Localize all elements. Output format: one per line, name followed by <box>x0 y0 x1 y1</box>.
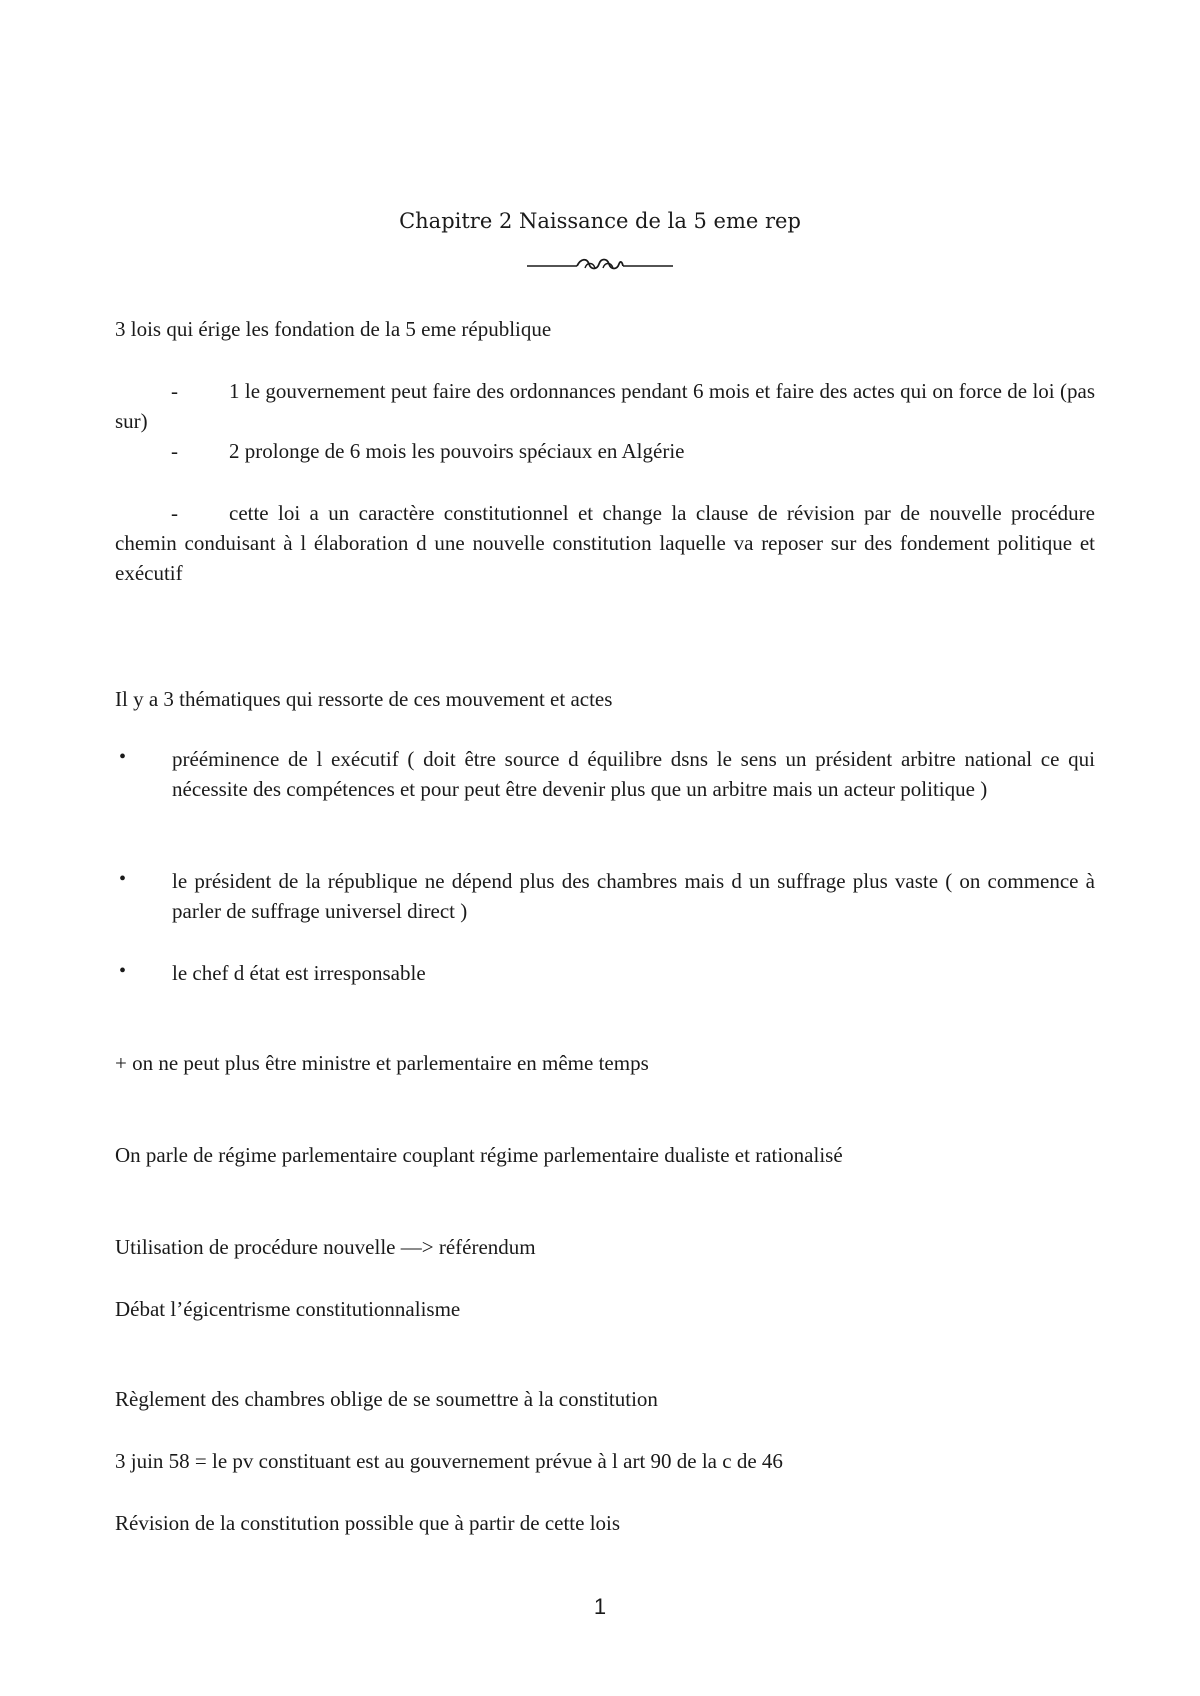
paragraph: 3 juin 58 = le pv constituant est au gouvernement prévue à l art 90 de la c de 46 <box>115 1449 783 1473</box>
theme-item <box>115 958 1095 988</box>
title-ornament <box>525 252 675 274</box>
bullet-marker: • <box>119 746 127 768</box>
dash-marker: - <box>171 439 178 463</box>
dash-marker: - <box>171 379 178 403</box>
paragraph: Règlement des chambres oblige de se soumettre à la constitution <box>115 1387 658 1411</box>
law-text: 1 le gouvernement peut faire des ordonnances pendant 6 mois et faire des actes qui on force de loi (pas sur) <box>115 379 1095 433</box>
theme-item <box>115 866 1095 926</box>
law-item <box>115 436 1095 466</box>
paragraph: On parle de régime parlementaire couplant régime parlementaire dualiste et rationalisé <box>115 1143 843 1167</box>
theme-text: prééminence de l exécutif ( doit être source d équilibre dsns le sens un président arbitre national ce qui nécessite des compétences et pour peut être devenir plus que un arbitre mais un acteur politique ) <box>172 747 1095 801</box>
intro-line: 3 lois qui érige les fondation de la 5 eme république <box>115 317 552 341</box>
paragraph: Débat l’égicentrisme constitutionnalisme <box>115 1297 461 1321</box>
themes-intro: Il y a 3 thématiques qui ressorte de ces mouvement et actes <box>115 687 613 711</box>
bullet-marker: • <box>119 960 127 982</box>
law-item <box>115 376 1095 436</box>
page-title: Chapitre 2 Naissance de la 5 eme rep <box>399 209 801 233</box>
theme-text: le président de la république ne dépend plus des chambres mais d un suffrage plus vaste ( on commence à parler de suffrage universel direct ) <box>172 869 1095 923</box>
page-number: 1 <box>593 1594 607 1619</box>
paragraph: + on ne peut plus être ministre et parlementaire en même temps <box>115 1051 649 1075</box>
law-item <box>115 498 1095 588</box>
law-text: 2 prolonge de 6 mois les pouvoirs spéciaux en Algérie <box>229 439 685 463</box>
bullet-marker: • <box>119 868 127 890</box>
paragraph: Révision de la constitution possible que à partir de cette lois <box>115 1511 621 1535</box>
theme-text: le chef d état est irresponsable <box>172 961 426 985</box>
law-text: cette loi a un caractère constitutionnel et change la clause de révision par de nouvelle procédure chemin conduisant à l élaboration d une nouvelle constitution laquelle va reposer sur des fondement politique et exécutif <box>115 501 1095 585</box>
dash-marker: - <box>171 501 178 525</box>
paragraph: Utilisation de procédure nouvelle —> référendum <box>115 1235 536 1259</box>
theme-item <box>115 744 1095 804</box>
